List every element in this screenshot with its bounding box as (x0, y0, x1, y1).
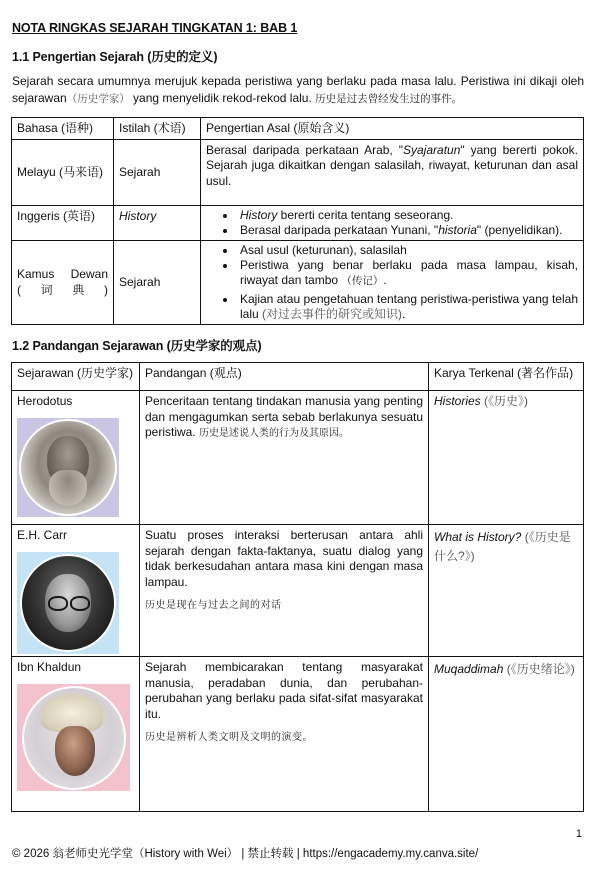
italic-term: History (119, 208, 157, 223)
view-text: Suatu proses interaksi berterusan antara ahli sejarah dengan fakta-faktanya, suatu dialog yang tidak berkesudahan antara masa kini dengan masa lampau. (145, 528, 423, 589)
table-row (12, 391, 584, 525)
cell-sejarawan (12, 657, 140, 812)
italic-title: What is History? (434, 530, 522, 544)
text: Asal usul (keturunan), salasilah (240, 242, 407, 257)
glasses-right (70, 596, 90, 611)
intro-zh-term: （历史学家） (66, 93, 130, 105)
bullet-item (240, 243, 578, 258)
glasses-left (48, 596, 68, 611)
table-row (12, 525, 584, 657)
zh-text: (《历史绪论》) (503, 662, 575, 676)
text: " yang bererti pokok. Sejarah juga dikaitkan dengan salasilah, riwayat, keturunan dan asal usul. (206, 142, 578, 188)
text: Peristiwa yang benar berlaku pada masa lampau, kisah, riwayat dan tambo (240, 257, 578, 287)
table-header-row (12, 363, 584, 391)
bullet-item (240, 258, 578, 289)
italic-title: Histories (434, 394, 481, 408)
text: Berasal daripada perkataan Yunani, " (240, 222, 439, 237)
table-row (12, 657, 584, 812)
italic-term: History (240, 207, 278, 222)
header-sejarawan (12, 363, 140, 391)
cell-karya (429, 391, 584, 525)
cell-istilah: Sejarah (114, 240, 201, 324)
text: Kajian atau pengetahuan tentang peristiwa-peristiwa yang telah lalu (240, 291, 578, 321)
document-title: NOTA RINGKAS SEJARAH TINGKATAN 1: BAB 1 (12, 21, 298, 35)
zh-text: (《历史》) (480, 394, 529, 408)
italic-term: Syajaratun (403, 142, 461, 157)
intro-text-2: yang menyelidik rekod-rekod lalu. (129, 91, 316, 105)
historian-name: E.H. Carr (17, 528, 68, 542)
header-karya: Karya Terkenal (著名作品) (429, 363, 584, 391)
cell-sejarawan (12, 391, 140, 525)
bullet-item (240, 208, 578, 223)
cell-istilah: Sejarah (114, 139, 201, 205)
intro-zh-sentence: 历史是过去曾经发生过的事件。 (315, 93, 463, 105)
zh-text: 历史是述说人类的行为及其原因。 (199, 428, 350, 439)
table-header-row (12, 118, 584, 140)
cell-pandangan (140, 391, 429, 525)
cell-sejarawan (12, 525, 140, 657)
herodotus-portrait-icon (17, 418, 119, 517)
text: . (383, 272, 387, 287)
text: Penceritaan tentang tindakan manusia yang penting dan mengagumkan serta sebab berlakunya sesuatu peristiwa. (145, 394, 423, 439)
historian-name: Ibn Khaldun (17, 660, 82, 674)
table-row (12, 139, 584, 205)
bullet-item (240, 292, 578, 322)
header-pandangan: Pandangan (观点) (140, 363, 429, 391)
section-heading-1-2: 1.2 Pandangan Sejarawan (历史学家的观点) (12, 339, 262, 353)
italic-title: Muqaddimah (434, 662, 504, 676)
cell-karya (429, 525, 584, 657)
bullet-item (240, 223, 578, 238)
section-heading-1-1: 1.1 Pengertian Sejarah (历史的定义) (12, 50, 218, 64)
zh-text: (对过去事件的研究或知识) (262, 306, 403, 321)
table-row (12, 205, 584, 240)
face-shape (55, 726, 95, 776)
cell-bahasa (12, 240, 114, 324)
cell-bahasa: Melayu (马来语) (12, 139, 114, 205)
text: bererti cerita tentang seseorang. (277, 207, 454, 222)
text: . (402, 306, 406, 321)
view-text: Sejarah membicarakan tentang masyarakat manusia, peradaban dunia, dan perubahan-perubahan yang berlaku pada sifat-sifat masyarakat itu. (145, 660, 423, 721)
zh-quote: 历史是辨析人类文明及文明的演变。 (145, 732, 313, 743)
text: " (penyelidikan). (476, 222, 563, 237)
bullet-list (206, 243, 578, 322)
table-row (12, 240, 584, 324)
beard-shape (49, 470, 87, 506)
definition-table (11, 117, 584, 325)
historians-table (11, 362, 584, 812)
bullet-list (206, 208, 578, 238)
cell-pengertian (201, 139, 584, 205)
italic-term: historia (438, 222, 477, 237)
header-pengertian: Pengertian Asal (原始含义) (201, 118, 584, 140)
cell-istilah (114, 205, 201, 240)
historian-name: Herodotus (17, 394, 73, 408)
eh-carr-portrait-icon (17, 552, 119, 654)
intro-text: Sejarah secara umumnya merujuk kepada peristiwa yang berlaku pada masa lalu. Peristiwa ini dikaji oleh sejarawan (12, 74, 584, 105)
cell-pandangan (140, 525, 429, 657)
intro-paragraph (12, 73, 584, 108)
cell-bahasa: Inggeris (英语) (12, 205, 114, 240)
page-number: 1 (575, 828, 582, 840)
zh-text: （传记） (341, 274, 384, 287)
cell-pandangan (140, 657, 429, 812)
cell-pengertian (201, 205, 584, 240)
zh-quote: 历史是现在与过去之间的对话 (145, 600, 282, 611)
cell-karya (429, 657, 584, 812)
text: Kamus Dewan (词典) (17, 267, 108, 297)
text: Berasal daripada perkataan Arab, " (206, 142, 403, 157)
footer-copyright: © 2026 翁老师史光学堂（History with Wei） | 禁止转载 | https://engacademy.my.canva.site/ (12, 848, 479, 860)
ibn-khaldun-portrait-icon (17, 684, 130, 791)
header-istilah: Istilah (术语) (114, 118, 201, 140)
header-bahasa: Bahasa (语种) (12, 118, 114, 140)
text: Sejarawan (历史学家) (17, 366, 134, 380)
zh-text: (《历史是什么?》) (434, 530, 571, 563)
cell-pengertian (201, 240, 584, 324)
